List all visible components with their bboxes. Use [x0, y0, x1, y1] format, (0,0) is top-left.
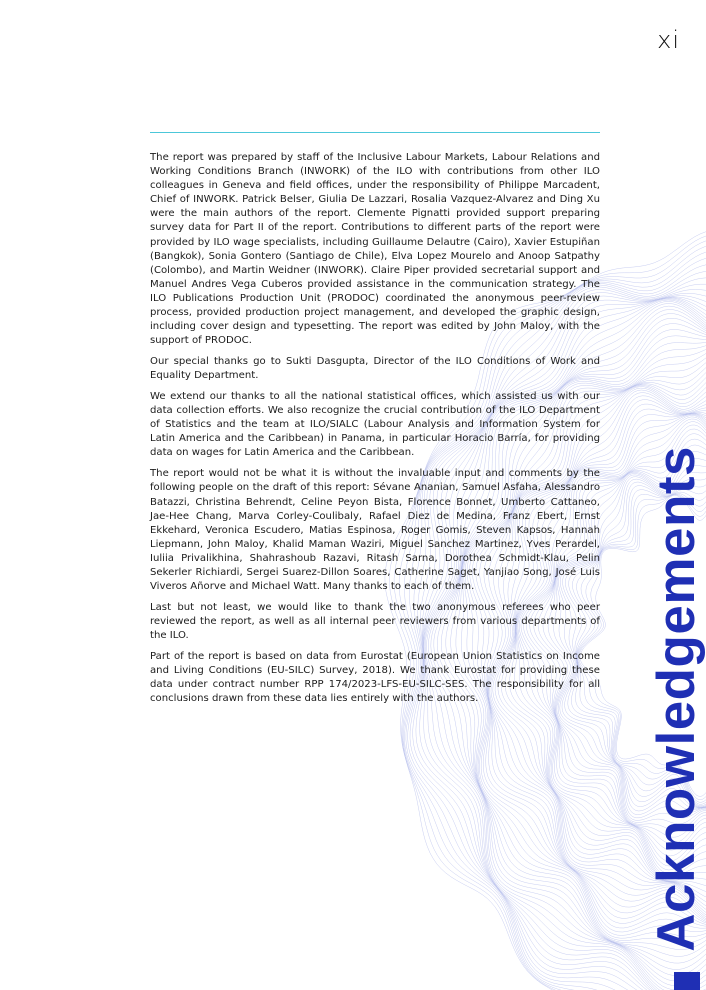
header-rule — [150, 132, 600, 133]
page-number: xi — [657, 26, 680, 54]
paragraph-referees: Last but not least, we would like to thank the two anonymous referees who peer reviewed the report, as well as all internal peer reviewers from various departments of the ILO. — [150, 602, 600, 642]
paragraph-eurostat: Part of the report is based on data from Eurostat (European Union Statistics on Income and Living Conditions (EU-SILC) Survey, 2018). We thank Eurostat for providing these data under contract number RPP 174/2023-LFS-EU-SILC-SES. The responsibility for all conclusions drawn from these data lies entirely with the authors. — [150, 651, 600, 705]
corner-accent-block — [674, 972, 700, 990]
section-title: Acknowledgements — [647, 446, 706, 952]
paragraph-special-thanks: Our special thanks go to Sukti Dasgupta, Director of the ILO Conditions of Work and Equality Department. — [150, 356, 600, 382]
paragraph-authors: The report was prepared by staff of the Inclusive Labour Markets, Labour Relations and Working Conditions Branch (INWORK) of the ILO with contributions from other ILO colleagues in Geneva and field offices, under the responsibility of Philippe Marcadent, Chief of INWORK. Patrick Belser, Giulia De Lazzari, Rosalia Vazquez-Alvarez and Ding Xu were the main authors of the report. Clemente Pignatti provided support preparing survey data for Part II of the report. Contributions to different parts of the report were provided by ILO wage specialists, including Guillaume Delautre (Cairo), Xavier Estupiñan (Bangkok), Sonia Gontero (Santiago de Chile), Elva Lopez Mourelo and Anoop Satpathy (Colombo), and Martin Weidner (INWORK). Claire Piper provided secretarial support and Manuel Andres Vega Cuberos provided assistance in the communication strategy. The ILO Publications Production Unit (PRODOC) coordinated the anonymous peer-review process, provided production project management, and developed the graphic design, including cover design and typesetting. The report was edited by John Maloy, with the support of PRODOC. — [150, 152, 600, 347]
paragraph-statistical-offices: We extend our thanks to all the national statistical offices, which assisted us with our data collection efforts. We also recognize the crucial contribution of the ILO Department of Statistics and the team at ILO/SIALC (Labour Analysis and Information System for Latin America and the Caribbean) in Panama, in particular Horacio Barría, for providing data on wages for Latin America and the Caribbean. — [150, 391, 600, 459]
acknowledgements-body — [150, 151, 600, 713]
paragraph-reviewers: The report would not be what it is without the invaluable input and comments by the following people on the draft of this report: Sévane Ananian, Samuel Asfaha, Alessandro Batazzi, Christina Behrendt, Celine Peyon Bista, Florence Bonnet, Umberto Cattaneo, Jae-Hee Chang, Marva Corley-Coulibaly, Rafael Diez de Medina, Franz Ebert, Ernst Ekkehard, Veronica Escudero, Matias Espinosa, Roger Gomis, Steven Kapsos, Hannah Liepmann, John Maloy, Khalid Maman Waziri, Miguel Sanchez Martinez, Yves Perardel, Iuliia Privalikhina, Shahrashoub Razavi, Ritash Sarna, Dorothea Schmidt-Klau, Pelin Sekerler Richiardi, Sergei Suarez-Dillon Soares, Catherine Saget, Yanjiao Song, José Luis Viveros Añorve and Michael Watt. Many thanks to each of them. — [150, 468, 600, 593]
